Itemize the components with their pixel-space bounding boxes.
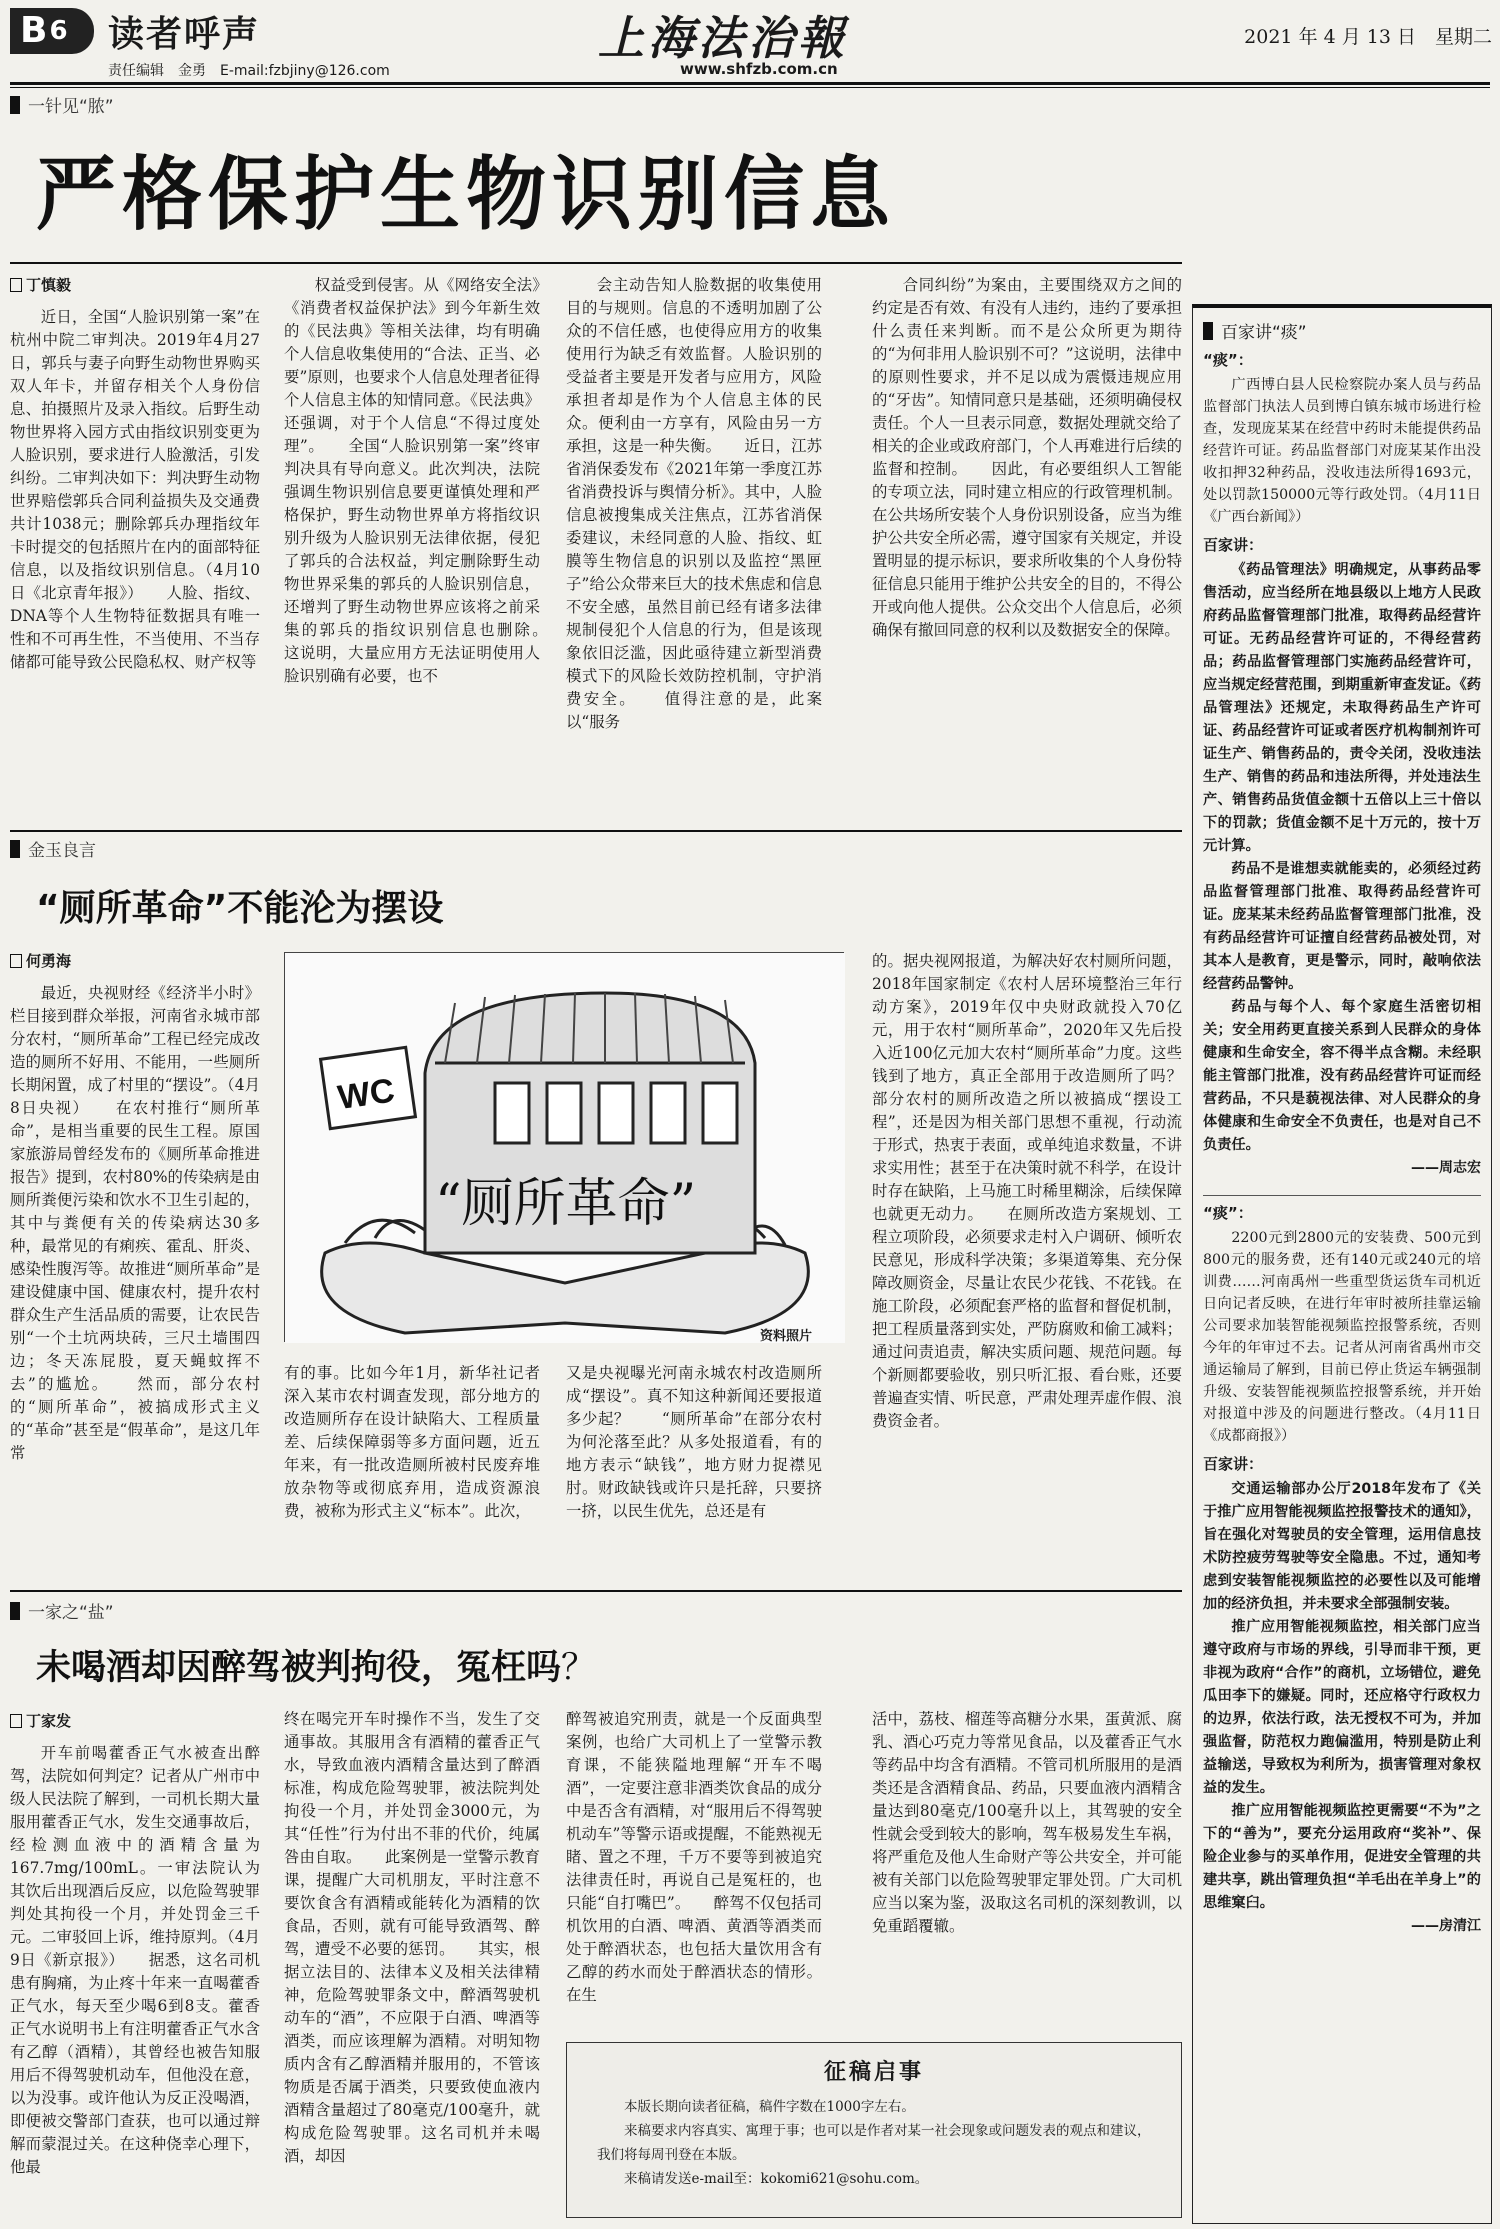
article2-col-3: 又是央视曝光河南永城农村改造厕所成“摆设”。真不知这种新闻还要报道多少起？ “厕所革命”在部分农村为何沦落至此？从多处报道看，有的地方表示“缺钱”，地方财力捉襟见肘。财政缺钱或许只是托辞，只要挤一挤，以民生优先，总还是有 — [566, 1364, 822, 1520]
article3-col-4: 活中，荔枝、榴莲等高糖分水果，蛋黄派、腐乳、酒心巧克力等常见食品，以及藿香正气水等药品中均含有酒精。不管司机所服用的是酒类还是含酒精食品、药品，只要血液内酒精含量达到80毫克/100毫升以上，其驾驶的安全性就会受到较大的影响，驾车极易发生车祸，将严重危及他人生命财产等公共安全，并可能被有关部门以危险驾驶罪定罪处罚。广大司机应当以案为鉴，汲取这名司机的深刻教训，以免重蹈覆辙。 — [872, 1710, 1182, 1935]
notice-title: 征稿启事 — [823, 2060, 924, 2085]
header-rule — [10, 82, 1490, 85]
article3-column-label: 一家之“盐” — [10, 1598, 114, 1623]
notice-body — [597, 2095, 1151, 2191]
article1-col-4: 合同纠纷”为案由，主要围绕双方之间的约定是否有效、有没有人违约，违约了要承担什么责任来判断。而不是公众所更为期待的“为何非用人脸识别不可？”这说明，法律中的原则性要求，并不足以成为震慑违规应用的“牙齿”。知情同意只是基础，还须明确侵权责任。个人一旦表示同意，数据处理就交给了相关的企业或政府部门，个人再难进行后续的监督和控制。 因此，有必要组织人工智能的专项立法，同时建立相应的行政管理机制。在公共场所安装个人身份识别设备，应当为维护公共安全所必需，遵守国家有关规定，并设置明显的提示标识，要求所收集的个人身份特征信息只能用于维护公共安全的目的，不得公开或向他人提供。公众交出个人信息后，必须确保有撤回同意的权利以及数据安全的保障。 — [872, 276, 1182, 639]
sidebar-item1-comment-head: 百家讲： — [1203, 536, 1264, 554]
sidebar-item1-comment: 药品不是谁想卖就能卖的，必须经过药品监督管理部门批准、取得药品经营许可证。庞某某未经药品监督管理部门批准，没有药品经营许可证擅自经营药品被处罚，对其本人是教育，更是警示，同时，敲响依法经营药品警钟。 — [1203, 861, 1481, 992]
photo-credit: 资料照片 — [760, 1329, 813, 1344]
sidebar-item2-head: “痰”： — [1203, 1204, 1253, 1222]
article2-col-4: 的。据央视网报道，为解决好农村厕所问题，2018年国家制定《农村人居环境整治三年行动方案》，2019年仅中央财政就投入70亿元，用于农村“厕所革命”，2020年又先后投入近100亿元加大农村“厕所革命”力度。这些钱到了地方，真正全部用于改造厕所了吗？ 部分农村的厕所改造之所以被搞成“摆设工程”，还是因为相关部门思想不重视，行动流于形式，热衷于表面，或单纯追求数量，不讲求实用性；甚至于在决策时就不科学，在设计时存在缺陷，上马施工时稀里糊涂，后续保障也就更无动力。 在厕所改造方案规划、工程立项阶段，必须要求走村入户调研、倾听农民意见，形成科学决策；多渠道筹集、充分保障改厕资金，尽量让农民少花钱、不花钱。在施工阶段，必须配套严格的监督和督促机制，把工程质量落到实处，严防腐败和偷工减料；通过问责追责，解决实质问题、规范问题。每个新厕都要验收，别只听汇报、看台账，还要普遍查实情、听民意，严肃处理弄虚作假、浪费资金者。 — [872, 952, 1213, 1430]
column-marker-icon — [10, 840, 20, 858]
article3-col-2: 终在喝完开车时操作不当，发生了交通事故。其服用含有酒精的藿香正气水，导致血液内酒精含量达到了醉酒标准，构成危险驾驶罪，被法院判处拘役一个月，并处罚金3000元，为其“任性”行为付出不菲的代价，纯属咎由自取。 此案例是一堂警示教育课，提醒广大司机朋友，平时注意不要饮食含有酒精或能转化为酒精的饮食品，否则，就有可能导致酒驾、醉驾，遭受不必要的惩罚。 其实，根据立法目的、法律本义及相关法律精神，危险驾驶罪条文中，醉酒驾驶机动车的“酒”，不应限于白酒、啤酒等酒类，而应该理解为酒精。对明知物质内含有乙醇酒精并服用的，不管该物质是否属于酒类，只要致使血液内酒精含量超过了80毫克/100毫升，就构成危险驾驶罪。这名司机并未喝酒，却因 — [284, 1710, 540, 2165]
sidebar-item2-comment-head: 百家讲： — [1203, 1455, 1264, 1473]
sidebar-item2-comment: 交通运输部办公厅2018年发布了《关于推广应用智能视频监控报警技术的通知》，旨在强化对驾驶员的安全管理，运用信息技术防控疲劳驾驶等安全隐患。不过，通知考虑到安装智能视频监控的必要性以及可能增加的经济负担，并未要求全部强制安装。 — [1203, 1481, 1481, 1612]
article3-rule — [10, 1590, 1182, 1592]
article2-col-2: 有的事。比如今年1月，新华社记者深入某市农村调查发现，部分地方的改造厕所存在设计缺陷大、工程质量差、后续保障弱等多方面问题，近五年来，有一批改造厕所被村民废弃堆放杂物等或彻底弃用，造成资源浪费，被称为形式主义“标本”。此次， — [284, 1364, 540, 1520]
sidebar-item1-comment: 《药品管理法》明确规定，从事药品零售活动，应当经所在地县级以上地方人民政府药品监督管理部门批准，取得药品经营许可证。无药品经营许可证的，不得经营药品；药品监督管理部门实施药品经营许可，应当规定经营范围，到期重新审查发证。《药品管理法》还规定，未取得药品生产许可证、药品经营许可证或者医疗机构制剂许可证生产、销售药品的，责令关闭，没收违法生产、销售的药品和违法所得，并处违法生产、销售药品货值金额十五倍以上三十倍以下的罚款；货值金额不足十万元的，按十万元计算。 — [1203, 562, 1481, 854]
illustration-caption-text: “厕所革命” — [435, 1174, 697, 1234]
header-rule-thin — [10, 87, 1490, 88]
sidebar-item2-comment: 推广应用智能视频监控更需要“不为”之下的“善为”，要充分运用政府“奖补”、保险企业参与的买单作用，促进安全管理的共建共享，跳出管理负担“羊毛出在羊身上”的思维窠臼。 — [1203, 1803, 1481, 1911]
sidebar-item2-news: 2200元到2800元的安装费、500元到800元的服务费，还有140元或240元的培训费……河南禹州一些重型货运货车司机近日向记者反映，在进行年审时被所挂靠运输公司要求加装智能视频监控报警系统，否则今年的年审过不去。记者从河南省禹州市交通运输局了解到，目前已停止货运车辆强制升级、安装智能视频监控报警系统，并开始对报道中涉及的问题进行整改。（4月11日《成都商报》） — [1203, 1230, 1481, 1444]
sidebar-item1-news: 广西博白县人民检察院办案人员与药品监督部门执法人员到博白镇东城市场进行检查，发现庞某某在经营中药时未能提供药品经营许可证。药品监督部门对庞某某作出没收扣押32种药品，没收违法所得1693元，处以罚款150000元等行政处罚。（4月11日《广西台新闻》） — [1203, 377, 1481, 525]
wc-sign-text: WC — [335, 1071, 397, 1118]
call-for-submissions-box — [566, 2042, 1182, 2218]
section-title: 读者呼声 — [108, 14, 261, 55]
sidebar-item1-comment: 药品与每个人、每个家庭生活密切相关；安全用药更直接关系到人民群众的身体健康和生命安全，容不得半点含糊。未经职能主管部门批准，没有药品经营许可证而经营药品，不只是藐视法律、对人民群众的身体健康和生命安全不负责任，也是对自己不负责任。 — [1203, 999, 1481, 1153]
site-url[interactable]: www.shfzb.com.cn — [680, 60, 838, 78]
article3-col-1: 开车前喝藿香正气水被查出醉驾，法院如何判定？记者从广州市中级人民法院了解到，一司机长期大量服用藿香正气水，发生交通事故后，经检测血液中的酒精含量为167.7mg/100mL。一审法院认为其饮后出现酒后反应，以危险驾驶罪判处其拘役一个月，并处罚金三千元。二审驳回上诉，维持原判。（4月9日《新京报》） 据悉，这名司机患有胸痛，为止疼十年来一直喝藿香正气水，每天至少喝6到8支。藿香正气水说明书上有注明藿香正气水含有乙醇（酒精），其曾经也被告知服用后不得驾驶机动车，但他没在意，以为没事。或许他认为反正没喝酒，即便被交警部门查获，也可以通过辩解而蒙混过关。在这种侥幸心理下，他最 — [10, 1744, 260, 2176]
toilet-revolution-illustration — [284, 952, 844, 1342]
article2-byline: 何勇海 — [10, 950, 71, 971]
article3-byline: 丁家发 — [10, 1710, 71, 1731]
issue-date: 2021 年 4 月 13 日 星期二 — [1244, 26, 1492, 48]
article2-headline: “厕所革命”不能沦为摆设 — [36, 888, 444, 929]
article3-col-3: 醉驾被追究刑责，就是一个反面典型案例，也给广大司机上了一堂警示教育课，不能狭隘地理解“开车不喝酒”，一定要注意非酒类饮食品的成分中是否含有酒精，对“服用后不得驾驶机动车”等警示语或提醒，不能熟视无睹、置之不理，千万不要等到被追究法律责任时，再说自己是冤枉的，也只能“自打嘴巴”。 醉驾不仅包括司机饮用的白酒、啤酒、黄酒等酒类而处于醉酒状态，也包括大量饮用含有乙醇的药水而处于醉酒状态的情形。在生 — [566, 1710, 822, 2004]
article1-col-1: 近日，全国“人脸识别第一案”在杭州中院二审判决。2019年4月27日，郭兵与妻子向野生动物世界购买双人年卡，并留存相关个人身份信息、拍摄照片及录入指纹。后野生动物世界将入园方式由指纹识别变更为人脸识别，要求进行人脸激活，引发纠纷。二审判决如下：判决野生动物世界赔偿郭兵合同利益损失及交通费共计1038元；删除郭兵办理指纹年卡时提交的包括照片在内的面部特征信息，以及指纹识别信息。（4月10日《北京青年报》） 人脸、指纹、DNA等个人生物特征数据具有唯一性和不可再生性，不当使用、不当存储都可能导致公民隐私权、财产权等 — [10, 308, 260, 671]
article1-column-label: 一针见“脓” — [10, 92, 114, 117]
notice-line: 本版长期向读者征稿，稿件字数在1000字左右。 — [624, 2099, 915, 2115]
notice-email-line[interactable]: 来稿请发送e-mail至：kokomi621@sohu.com。 — [624, 2171, 929, 2187]
article1-rule — [10, 262, 1182, 264]
sidebar-item2-comment: 推广应用智能视频监控，相关部门应当遵守政府与市场的界线，引导而非干预，更非视为政府“合作”的商机，立场错位，避免瓜田李下的嫌疑。同时，还应格守行政权力的边界，依法行政，法无授权不可为，并加强监督，防范权力跑偏滥用，特别是防止利益输送，导致权为利所为，损害管理对象权益的发生。 — [1203, 1619, 1481, 1796]
article1-headline: 严格保护生物识别信息 — [36, 148, 896, 241]
column-marker-icon — [10, 96, 20, 114]
article1-byline: 丁慎毅 — [10, 274, 71, 295]
house-hands-drawing — [285, 953, 845, 1343]
article2-column-label: 金玉良言 — [10, 836, 96, 861]
page-number-badge: $B^6$ — [10, 8, 94, 54]
notice-line: 来稿要求内容真实、寓理于事；也可以是作者对某一社会现象或问题发表的观点和建议，我们将每周刊登在本版。 — [597, 2123, 1151, 2163]
sidebar-divider — [1203, 1195, 1481, 1196]
sidebar-item2-author: ——房清江 — [1411, 1918, 1481, 1934]
article2-rule — [10, 830, 1182, 832]
byline-box-icon — [10, 1714, 22, 1728]
sidebar-column — [1192, 304, 1492, 2224]
article1-col-3: 会主动告知人脸数据的收集使用目的与规则。信息的不透明加剧了公众的不信任感，也使得应用方的收集使用行为缺乏有效监督。人脸识别的受益者主要是开发者与应用方，风险承担者却是作为个人信息主体的民众。便利由一方享有，风险由另一方承担，这是一种失衡。 近日，江苏省消保委发布《2021年第一季度江苏省消费投诉与舆情分析》。其中，人脸信息被搜集成关注焦点，江苏省消保委建议，未经同意的人脸、指纹、虹膜等生物信息的识别以及监控“黑匣子”给公众带来巨大的技术焦虑和信息不安全感，虽然目前已经有诸多法律规制侵犯个人信息的行为，但是该现象依旧泛滥，因此亟待建立新型消费模式下的风险长效防控机制，守护消费安全。 值得注意的是，此案以“服务 — [566, 276, 822, 731]
editor-line: 责任编辑 金勇 E-mail:fzbjiny@126.com — [108, 63, 390, 79]
byline-box-icon — [10, 278, 22, 292]
sidebar-item1-head: “痰”： — [1203, 351, 1253, 369]
article3-headline: 未喝酒却因醉驾被判拘役，冤枉吗？ — [36, 1648, 597, 1688]
sidebar-item1-author: ——周志宏 — [1411, 1160, 1481, 1176]
column-marker-icon — [10, 1602, 20, 1620]
byline-box-icon — [10, 954, 22, 968]
column-marker-icon — [1203, 322, 1213, 340]
article2-col-1: 最近，央视财经《经济半小时》栏目接到群众举报，河南省永城市部分农村，“厕所革命”工程已经完成改造的厕所不好用、不能用，一些厕所长期闲置，成了村里的“摆设”。（4月8日央视） 在农村推行“厕所革命”，是相当重要的民生工程。原国家旅游局曾经发布的《厕所革命推进报告》提到，农村80%的传染病是由厕所粪便污染和饮水不卫生引起的，其中与粪便有关的传染病达30多种，最常见的有痢疾、霍乱、肝炎、感染性腹泻等。故推进“厕所革命”是建设健康中国、健康农村，提升农村群众生产生活品质的需要，让农民告别“一个土坑两块砖，三尺土墙围四边；冬天冻屁股，夏天蝇蚊挥不去”的尴尬。 然而，部分农村的“厕所革命”，被搞成形式主义的“革命”甚至是“假革命”，是这几年常 — [10, 984, 260, 1462]
newspaper-masthead: 上海法治報 — [598, 11, 848, 65]
article1-col-2: 权益受到侵害。从《网络安全法》《消费者权益保护法》到今年新生效的《民法典》等相关法律，均有明确个人信息收集使用的“合法、正当、必要”原则，也要求个人信息处理者征得个人信息主体的知情同意。《民法典》还强调，对于个人信息“不得过度处理”。 全国“人脸识别第一案”终审判决具有导向意义。此次判决，法院强调生物识别信息要更谨慎处理和严格保护，野生动物世界单方将指纹识别升级为人脸识别无法律依据，侵犯了郭兵的合法权益，判定删除野生动物世界采集的郭兵的人脸识别信息，还增判了野生动物世界应该将之前采集的郭兵的指纹识别信息也删除。 这说明，大量应用方无法证明使用人脸识别确有必要，也不 — [284, 276, 571, 685]
sidebar-column-label: 百家讲“痰” — [1203, 318, 1481, 343]
